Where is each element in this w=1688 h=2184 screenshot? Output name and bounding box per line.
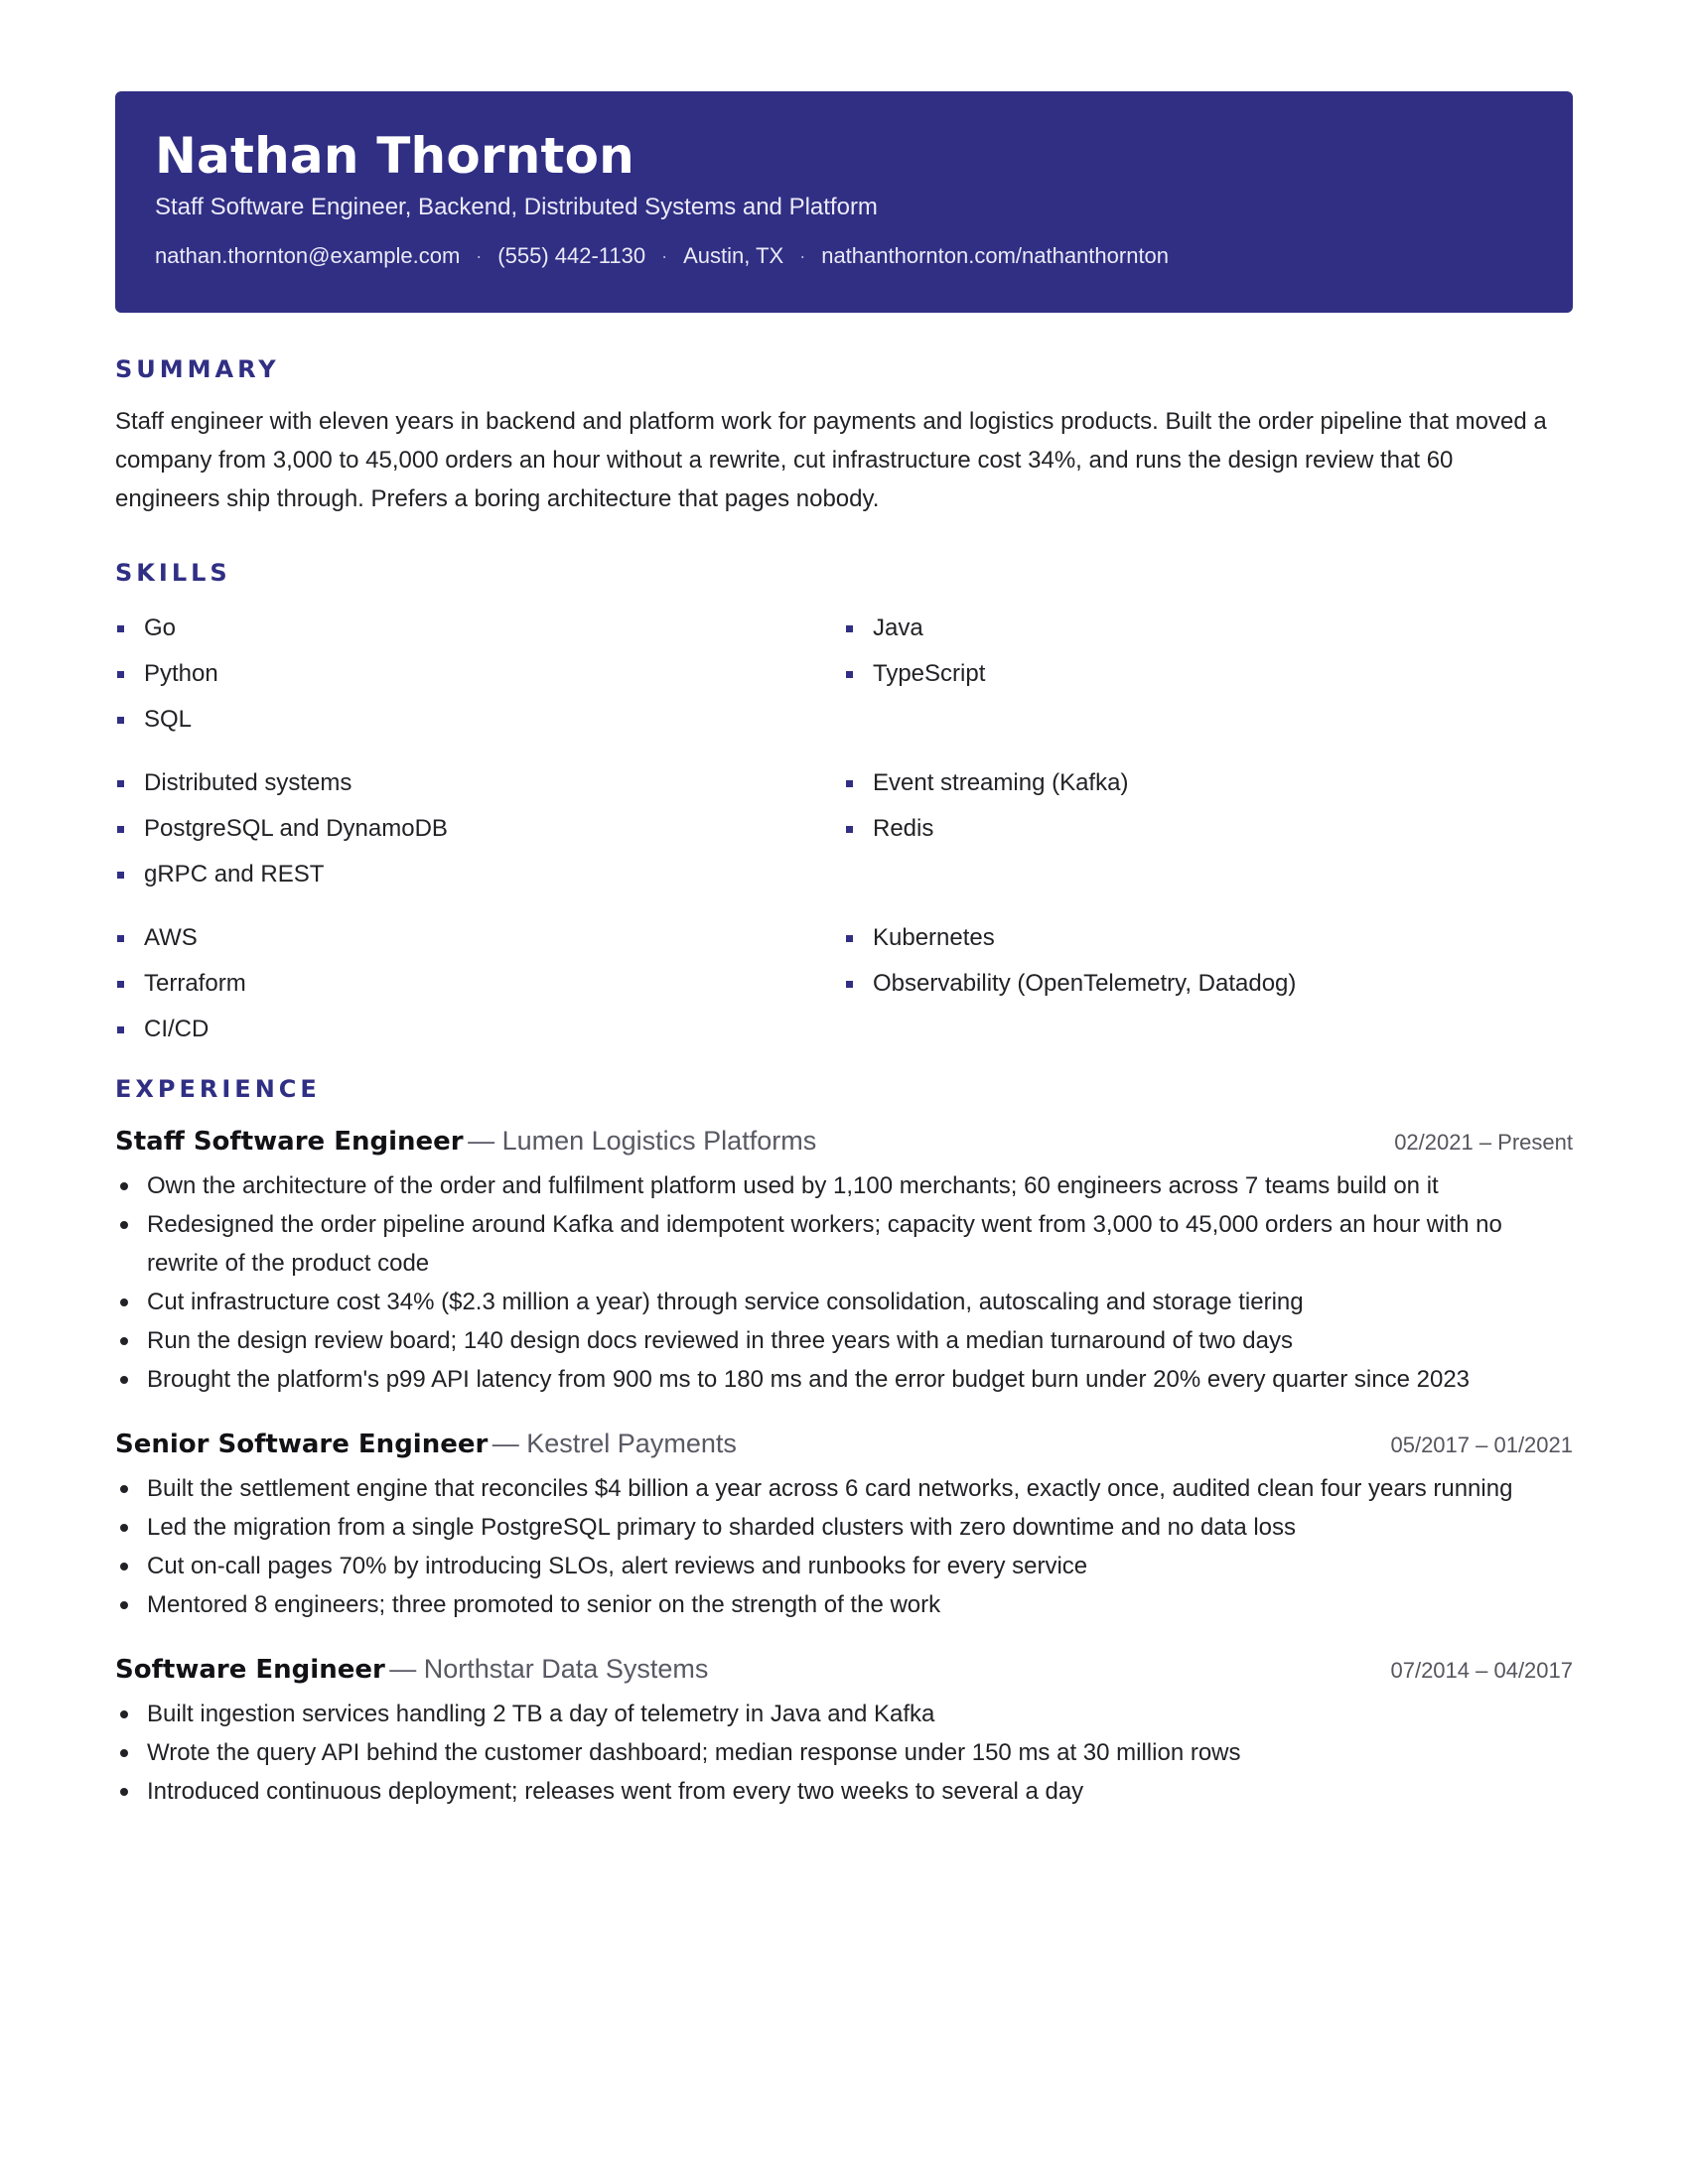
summary-text: Staff engineer with eleven years in backend and platform work for payments and logistics products. Built the order pipeline that moved a company from 3,000 to 45,000 orders an hour without a rewrite, cut infrastructure cost 34%, and runs the design review that 60 engineers ship through. Prefers a boring architecture that pages nobody.: [115, 408, 1547, 512]
skill-item: CI/CD: [115, 1007, 844, 1052]
job-entry: [115, 1126, 1573, 1399]
resume-page: [115, 91, 1573, 1811]
job-bullet: Run the design review board; 140 design docs reviewed in three years with a median turnaround of two days: [115, 1321, 1573, 1360]
skill-item: TypeScript: [844, 651, 1573, 697]
candidate-name: Nathan Thornton: [155, 127, 634, 185]
job-bullet: Mentored 8 engineers; three promoted to senior on the strength of the work: [115, 1585, 1573, 1624]
job-bullets: [115, 1166, 1573, 1399]
contact-location: Austin, TX: [683, 243, 784, 268]
job-header: [115, 1654, 1573, 1685]
job-bullet: Built ingestion services handling 2 TB a day of telemetry in Java and Kafka: [115, 1695, 1573, 1733]
job-title-line: [115, 1654, 708, 1685]
contact-phone[interactable]: (555) 442-1130: [497, 243, 646, 268]
contact-line: [155, 242, 1533, 270]
job-dates: 05/2017 – 01/2021: [1390, 1433, 1573, 1457]
job-bullet: Wrote the query API behind the customer dashboard; median response under 150 ms at 30 million rows: [115, 1733, 1573, 1772]
skill-column-left: [115, 915, 844, 1052]
candidate-headline: Staff Software Engineer, Backend, Distributed Systems and Platform: [155, 194, 878, 220]
skill-group-infrastructure: [115, 915, 1573, 1052]
skill-column-left: [115, 760, 844, 897]
job-bullet: Introduced continuous deployment; releases went from every two weeks to several a day: [115, 1772, 1573, 1811]
contact-email[interactable]: nathan.thornton@example.com: [155, 243, 461, 268]
skill-item: Observability (OpenTelemetry, Datadog): [844, 961, 1573, 1007]
experience-heading: EXPERIENCE: [115, 1075, 321, 1103]
job-role: Software Engineer: [115, 1655, 385, 1685]
job-bullet: Built the settlement engine that reconciles $4 billion a year across 6 card networks, exactly once, audited clean four years running: [115, 1469, 1573, 1508]
skill-item: Kubernetes: [844, 915, 1573, 961]
job-dates: 07/2014 – 04/2017: [1390, 1658, 1573, 1683]
job-entry: [115, 1429, 1573, 1624]
skill-group-languages: [115, 606, 1573, 743]
skill-item: PostgreSQL and DynamoDB: [115, 806, 844, 852]
skill-item: Go: [115, 606, 844, 651]
contact-separator: ·: [476, 246, 483, 266]
skills-heading: SKILLS: [115, 559, 231, 587]
job-role: Senior Software Engineer: [115, 1430, 489, 1459]
skill-column-right: [844, 915, 1573, 1052]
job-company: — Northstar Data Systems: [389, 1654, 709, 1684]
contact-separator: ·: [799, 246, 806, 266]
skill-item: Event streaming (Kafka): [844, 760, 1573, 806]
job-bullets: [115, 1469, 1573, 1624]
skill-item: SQL: [115, 697, 844, 743]
skill-item: Terraform: [115, 961, 844, 1007]
job-bullet: Redesigned the order pipeline around Kafka and idempotent workers; capacity went from 3,000 to 45,000 orders an hour with no rewrite of the product code: [115, 1205, 1573, 1283]
contact-separator: ·: [661, 246, 668, 266]
skill-column-right: [844, 606, 1573, 743]
skill-item: AWS: [115, 915, 844, 961]
job-bullet: Own the architecture of the order and fulfilment platform used by 1,100 merchants; 60 engineers across 7 teams build on it: [115, 1166, 1573, 1205]
job-header: [115, 1126, 1573, 1157]
job-company: — Lumen Logistics Platforms: [468, 1126, 817, 1156]
skill-item: Python: [115, 651, 844, 697]
skill-item: Java: [844, 606, 1573, 651]
job-entry: [115, 1654, 1573, 1811]
job-title-line: [115, 1429, 737, 1459]
skill-column-right: [844, 760, 1573, 897]
skills-list: [115, 606, 1573, 1052]
job-header: [115, 1429, 1573, 1459]
skill-column-left: [115, 606, 844, 743]
skill-item: Distributed systems: [115, 760, 844, 806]
job-bullets: [115, 1695, 1573, 1811]
job-bullet: Cut infrastructure cost 34% ($2.3 million a year) through service consolidation, autoscaling and storage tiering: [115, 1283, 1573, 1321]
job-bullet: Led the migration from a single PostgreSQL primary to sharded clusters with zero downtime and no data loss: [115, 1508, 1573, 1547]
job-role: Staff Software Engineer: [115, 1127, 464, 1157]
skill-item: Redis: [844, 806, 1573, 852]
job-company: — Kestrel Payments: [492, 1429, 737, 1458]
job-bullet: Brought the platform's p99 API latency from 900 ms to 180 ms and the error budget burn under 20% every quarter since 2023: [115, 1360, 1573, 1399]
job-bullet: Cut on-call pages 70% by introducing SLOs, alert reviews and runbooks for every service: [115, 1547, 1573, 1585]
contact-website[interactable]: nathanthornton.com/nathanthornton: [821, 243, 1170, 268]
resume-header: [115, 91, 1573, 313]
job-title-line: [115, 1126, 816, 1157]
job-dates: 02/2021 – Present: [1394, 1130, 1573, 1155]
skill-group-systems: [115, 760, 1573, 897]
skill-item: gRPC and REST: [115, 852, 844, 897]
summary-heading: SUMMARY: [115, 355, 280, 383]
